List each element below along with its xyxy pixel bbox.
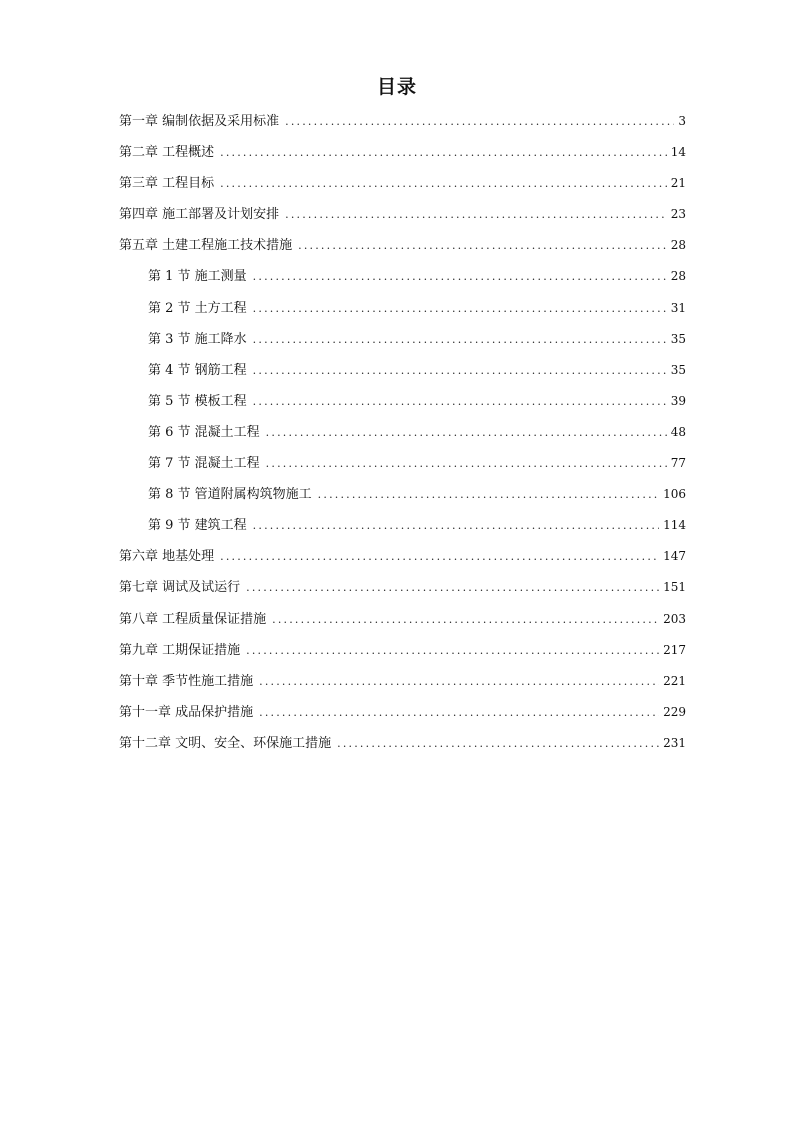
toc-page-number: 39 bbox=[670, 393, 686, 408]
toc-entry-label: 第三章 工程目标 bbox=[119, 176, 215, 192]
toc-entry-label: 第 9 节 建筑工程 bbox=[148, 518, 247, 534]
toc-entry[interactable] bbox=[119, 202, 686, 233]
toc-subentry[interactable] bbox=[119, 389, 686, 420]
toc-dot-leader bbox=[337, 732, 659, 756]
toc-entry-label: 第十一章 成品保护措施 bbox=[119, 704, 254, 720]
toc-page-number: 106 bbox=[663, 487, 686, 502]
toc-page-number: 35 bbox=[670, 331, 686, 346]
toc-entry-label: 第 5 节 模板工程 bbox=[148, 393, 247, 409]
toc-subentry[interactable] bbox=[119, 482, 686, 513]
toc-entry[interactable] bbox=[119, 731, 686, 762]
toc-dot-leader bbox=[266, 452, 667, 476]
toc-entry-label: 第八章 工程质量保证措施 bbox=[119, 611, 267, 627]
toc-subentry[interactable] bbox=[119, 513, 686, 544]
toc-entry[interactable] bbox=[119, 140, 686, 171]
toc-page-number: 229 bbox=[663, 704, 686, 719]
toc-page-number: 114 bbox=[663, 518, 686, 533]
toc-page-number: 147 bbox=[663, 549, 686, 564]
toc-page-number: 21 bbox=[670, 176, 686, 191]
toc-page-number: 28 bbox=[670, 269, 686, 284]
toc-page-number: 203 bbox=[663, 611, 686, 626]
toc-page-number: 151 bbox=[663, 580, 686, 595]
toc-dot-leader bbox=[220, 141, 667, 165]
toc-dot-leader bbox=[318, 483, 659, 507]
toc-page-number: 48 bbox=[670, 424, 686, 439]
toc-subentry[interactable] bbox=[119, 327, 686, 358]
toc-page-number: 217 bbox=[663, 642, 686, 657]
toc-page-number: 14 bbox=[670, 145, 686, 160]
toc-page-number: 231 bbox=[663, 735, 686, 750]
toc-dot-leader bbox=[272, 608, 659, 632]
toc-entry[interactable] bbox=[119, 233, 686, 264]
toc-subentry[interactable] bbox=[119, 358, 686, 389]
toc-entry-label: 第二章 工程概述 bbox=[119, 145, 215, 161]
toc-subentry[interactable] bbox=[119, 420, 686, 451]
toc-entry[interactable] bbox=[119, 109, 686, 140]
toc-dot-leader bbox=[253, 514, 659, 538]
toc-entry-label: 第 6 节 混凝土工程 bbox=[148, 424, 260, 440]
toc-entry-label: 第十章 季节性施工措施 bbox=[119, 673, 254, 689]
toc-entry[interactable] bbox=[119, 607, 686, 638]
toc-list bbox=[119, 109, 686, 762]
toc-title: 目录 bbox=[376, 76, 417, 98]
toc-dot-leader bbox=[259, 670, 659, 694]
toc-entry[interactable] bbox=[119, 171, 686, 202]
toc-dot-leader bbox=[246, 639, 659, 663]
toc-entry[interactable] bbox=[119, 544, 686, 575]
toc-dot-leader bbox=[285, 110, 674, 134]
toc-subentry[interactable] bbox=[119, 296, 686, 327]
toc-entry-label: 第五章 土建工程施工技术措施 bbox=[119, 238, 293, 254]
toc-entry-label: 第十二章 文明、安全、环保施工措施 bbox=[119, 735, 332, 751]
toc-dot-leader bbox=[259, 701, 659, 725]
toc-entry-label: 第 3 节 施工降水 bbox=[148, 331, 247, 347]
toc-page-number: 31 bbox=[670, 300, 686, 315]
toc-dot-leader bbox=[220, 172, 667, 196]
toc-entry-label: 第九章 工期保证措施 bbox=[119, 642, 241, 658]
toc-entry-label: 第 7 节 混凝土工程 bbox=[148, 456, 260, 472]
toc-page-number: 23 bbox=[670, 207, 686, 222]
toc-entry-label: 第 2 节 土方工程 bbox=[148, 300, 247, 316]
toc-dot-leader bbox=[220, 545, 659, 569]
toc-entry[interactable] bbox=[119, 700, 686, 731]
toc-entry-label: 第 8 节 管道附属构筑物施工 bbox=[148, 487, 312, 503]
toc-page-number: 28 bbox=[670, 238, 686, 253]
toc-subentry[interactable] bbox=[119, 264, 686, 295]
toc-entry-label: 第七章 调试及试运行 bbox=[119, 580, 241, 596]
toc-dot-leader bbox=[253, 297, 667, 321]
toc-dot-leader bbox=[298, 234, 667, 258]
toc-entry-label: 第 4 节 钢筋工程 bbox=[148, 362, 247, 378]
toc-page-number: 221 bbox=[663, 673, 686, 688]
toc-entry[interactable] bbox=[119, 575, 686, 606]
toc-page-number: 3 bbox=[678, 114, 686, 128]
toc-entry-label: 第一章 编制依据及采用标准 bbox=[119, 114, 280, 129]
toc-dot-leader bbox=[253, 359, 667, 383]
toc-page-number: 35 bbox=[670, 362, 686, 377]
toc-entry-label: 第四章 施工部署及计划安排 bbox=[119, 207, 280, 223]
toc-dot-leader bbox=[253, 328, 667, 352]
toc-entry[interactable] bbox=[119, 638, 686, 669]
toc-entry-label: 第六章 地基处理 bbox=[119, 549, 215, 565]
toc-dot-leader bbox=[253, 265, 667, 289]
toc-entry[interactable] bbox=[119, 669, 686, 700]
toc-dot-leader bbox=[253, 390, 667, 414]
toc-subentry[interactable] bbox=[119, 451, 686, 482]
toc-entry-label: 第 1 节 施工测量 bbox=[148, 269, 247, 285]
toc-dot-leader bbox=[266, 421, 667, 445]
toc-page-number: 77 bbox=[670, 456, 686, 471]
toc-dot-leader bbox=[246, 576, 659, 600]
toc-dot-leader bbox=[285, 203, 667, 227]
